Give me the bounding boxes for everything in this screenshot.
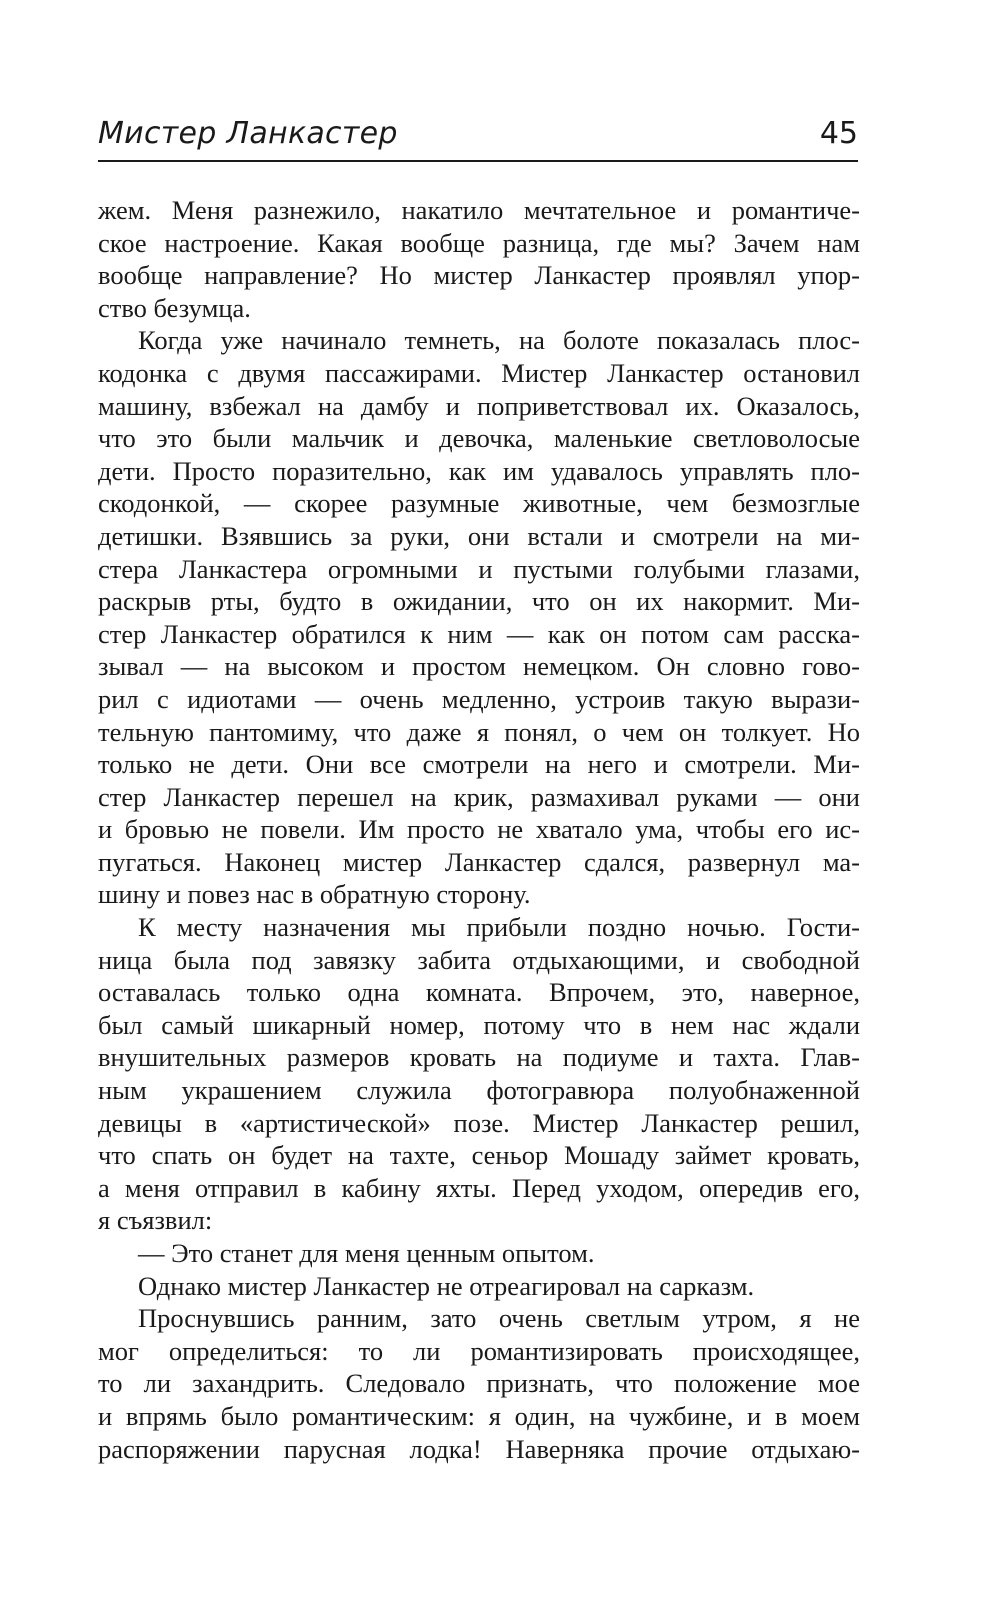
text-line: что спать он будет на тахте, сеньор Мошаду займет кровать, [98, 1140, 860, 1171]
text-line: а меня отправил в кабину яхты. Перед уходом, опередив его, [98, 1172, 860, 1203]
text-line: Когда уже начинало темнеть, на болоте показалась плос- [138, 325, 860, 356]
text-line: — Это станет для меня ценным опытом. [138, 1238, 595, 1268]
text-line: детишки. Взявшись за руки, они встали и смотрели на ми- [98, 520, 860, 551]
text-line: К месту назначения мы прибыли поздно ночью. Гости- [138, 912, 860, 943]
text-line: был самый шикарный номер, потому что в нем нас ждали [98, 1009, 860, 1040]
text-line: стер Ланкастер обратился к ним — как он потом сам расска- [98, 618, 860, 649]
text-line: распоряжении парусная лодка! Наверняка прочие отдыхаю- [98, 1433, 860, 1464]
text-line: стера Ланкастера огромными и пустыми голубыми глазами, [98, 553, 860, 584]
text-line: машину, взбежал на дамбу и поприветствовал их. Оказалось, [98, 390, 860, 421]
text-line: ница была под завязку забита отдыхающими, и свободной [98, 944, 860, 975]
text-line: дети. Просто поразительно, как им удавалось управлять пло- [98, 455, 860, 486]
text-line: жем. Меня разнежило, накатило мечтательное и романтиче- [98, 195, 860, 225]
text-line: скодонкой, — скорее разумные животные, чем безмозглые [98, 488, 860, 519]
text-line: стер Ланкастер перешел на крик, размахивал руками — они [98, 781, 860, 812]
page-number: 45 [819, 116, 858, 151]
text-line: ское настроение. Какая вообще разница, где мы? Зачем нам [98, 227, 860, 258]
text-line: и бровью не повели. Им просто не хватало ума, чтобы его ис- [98, 814, 860, 845]
text-line: внушительных размеров кровать на подиуме и тахта. Глав- [98, 1042, 860, 1073]
text-line: кодонка с двумя пассажирами. Мистер Ланкастер остановил [98, 357, 860, 388]
running-header [98, 112, 858, 162]
text-line: Проснувшись ранним, зато очень светлым утром, я не [138, 1303, 860, 1334]
text-line: шину и повез нас в обратную сторону. [98, 879, 531, 910]
text-line: ным украшением служила фотогравюра полуобнаженной [98, 1075, 860, 1106]
text-line: я съязвил: [98, 1205, 213, 1236]
text-line: и впрямь было романтическим: я один, на чужбине, и в моем [98, 1400, 860, 1431]
text-line: Однако мистер Ланкастер не отреагировал на сарказм. [138, 1270, 755, 1301]
text-line: вообще направление? Но мистер Ланкастер проявлял упор- [98, 260, 860, 291]
body-text [98, 194, 860, 1465]
text-line: оставалась только одна комната. Впрочем, это, наверное, [98, 977, 860, 1008]
text-line: девицы в «артистической» позе. Мистер Ланкастер решил, [98, 1107, 860, 1138]
text-line: мог определиться: то ли романтизировать происходящее, [98, 1335, 860, 1366]
text-line: тельную пантомиму, что даже я понял, о чем он толкует. Но [98, 716, 860, 747]
text-line: рил с идиотами — очень медленно, устроив такую вырази- [98, 683, 860, 714]
text-line: ство безумца. [98, 292, 251, 323]
text-line: то ли захандрить. Следовало признать, что положение мое [98, 1368, 860, 1399]
text-line: только не дети. Они все смотрели на него и смотрели. Ми- [98, 749, 860, 780]
text-line: что это были мальчик и девочка, маленькие светловолосые [98, 423, 860, 454]
running-title: Мистер Ланкастер [98, 116, 398, 151]
text-line: пугаться. Наконец мистер Ланкастер сдался, развернул ма- [98, 846, 860, 877]
text-line: зывал — на высоком и простом немецком. Он словно гово- [98, 651, 860, 682]
text-line: раскрыв рты, будто в ожидании, что он их накормит. Ми- [98, 586, 860, 617]
